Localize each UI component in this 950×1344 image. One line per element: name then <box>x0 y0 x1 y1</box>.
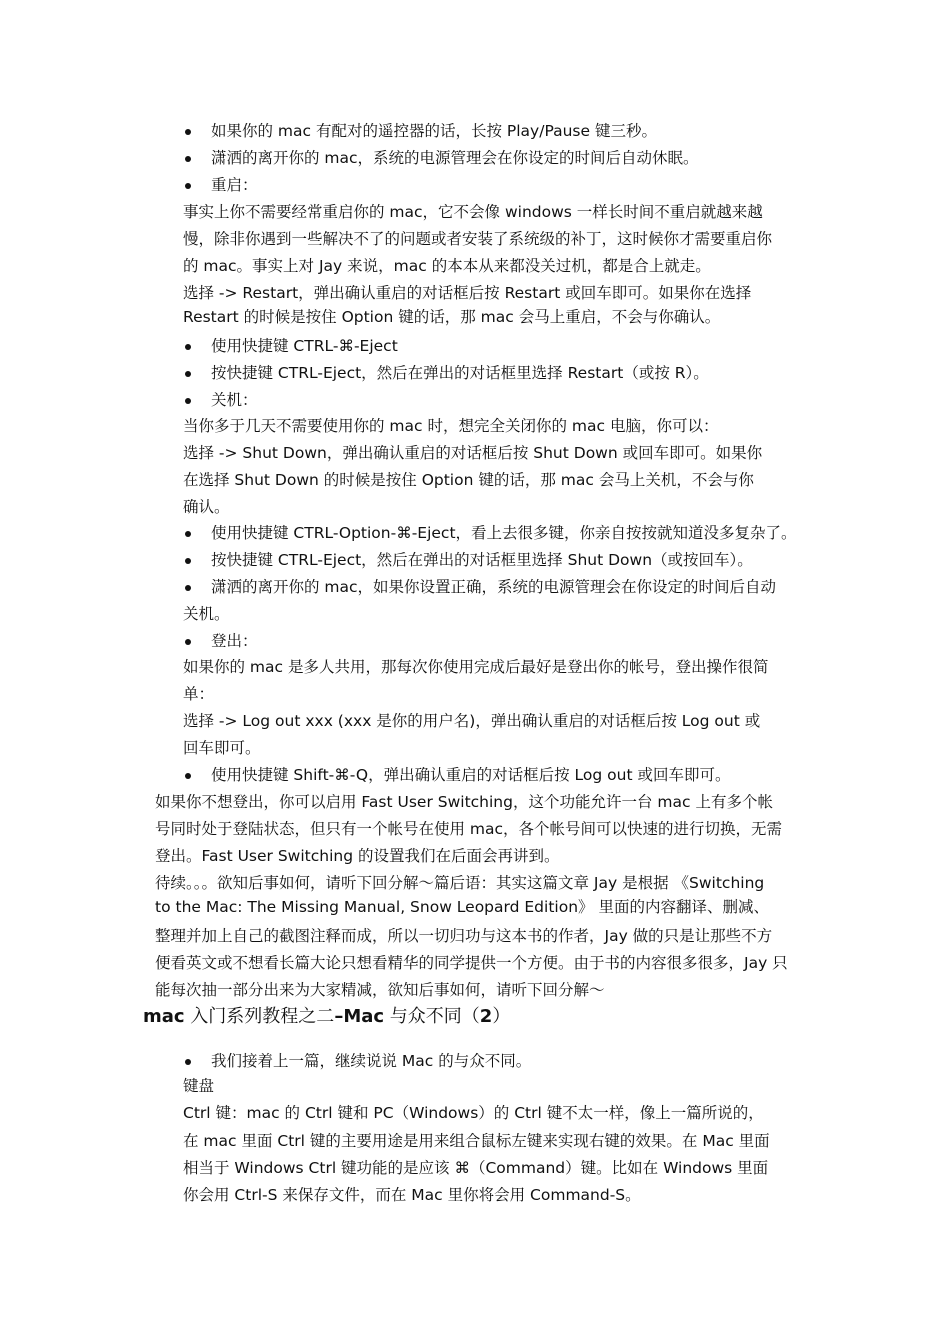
paragraph-line: 整理并加上自己的截图注释而成，所以一切归功与这本书的作者，Jay 做的只是让那些不方 <box>155 927 773 945</box>
bullet-dot <box>185 639 191 645</box>
paragraph-line: 号同时处于登陆状态，但只有一个帐号在使用 mac，各个帐号间可以快速的进行切换，无需 <box>155 820 783 838</box>
list-item: 按快捷键 CTRL-Eject，然后在弹出的对话框里选择 Restart（或按 R）。 <box>211 364 709 382</box>
bullet-dot <box>185 585 191 591</box>
keyboard-label: 键盘 <box>183 1077 215 1095</box>
paragraph-line: Ctrl 键：mac 的 Ctrl 键和 PC（Windows）的 Ctrl 键不太一样，像上一篇所说的， <box>183 1104 764 1122</box>
paragraph-line: 登出。Fast User Switching 的设置我们在后面会再讲到。 <box>155 847 560 865</box>
heading-part: –Mac <box>334 1006 385 1027</box>
paragraph-line: 在选择 Shut Down 的时候是按住 Option 键的话，那 mac 会马上关机，不会与你 <box>183 471 754 489</box>
paragraph-line: 事实上你不需要经常重启你的 mac，它不会像 windows 一样长时间不重启就越来越 <box>183 203 763 221</box>
paragraph-line: 如果你的 mac 是多人共用，那每次你使用完成后最好是登出你的帐号，登出操作很简 <box>183 658 769 676</box>
bullet-dot <box>185 398 191 404</box>
heading-part: 入门系列教程之二 <box>184 1006 335 1027</box>
list-item: 我们接着上一篇，继续说说 Mac 的与众不同。 <box>211 1052 532 1070</box>
list-item: 登出： <box>211 632 258 650</box>
bullet-dot <box>185 183 191 189</box>
heading-part: 与众不同（ <box>384 1006 480 1027</box>
list-item-continuation: 关机。 <box>183 605 230 623</box>
bullet-dot <box>185 558 191 564</box>
bullet-dot <box>185 773 191 779</box>
paragraph-line: 你会用 Ctrl-S 来保存文件，而在 Mac 里你将会用 Command-S。 <box>183 1186 641 1204</box>
paragraph-line: 的 mac。事实上对 Jay 来说，mac 的本本从来都没关过机，都是合上就走。 <box>183 257 711 275</box>
paragraph-line: 选择 -> Log out xxx (xxx 是你的用户名)，弹出确认重启的对话框后按 Log out 或 <box>183 712 761 730</box>
list-item: 重启： <box>211 176 258 194</box>
bullet-dot <box>185 129 191 135</box>
paragraph-line: 选择 -> Restart，弹出确认重启的对话框后按 Restart 或回车即可。如果你在选择 <box>183 284 752 302</box>
paragraph-line: 慢，除非你遇到一些解决不了的问题或者安装了系统级的补丁，这时候你才需要重启你 <box>183 230 773 248</box>
bullet-dot <box>185 344 191 350</box>
list-item: 潇洒的离开你的 mac，系统的电源管理会在你设定的时间后自动休眠。 <box>211 149 699 167</box>
heading-part: ） <box>492 1006 511 1027</box>
list-item: 关机： <box>211 391 258 409</box>
bullet-dot <box>185 1059 191 1065</box>
paragraph-line: 选择 -> Shut Down，弹出确认重启的对话框后按 Shut Down 或回车即可。如果你 <box>183 444 763 462</box>
paragraph-line: 单： <box>183 685 215 703</box>
section-heading <box>143 1005 510 1029</box>
paragraph-line: 便看英文或不想看长篇大论只想看精华的同学提供一个方便。由于书的内容很多很多，Jay 只 <box>155 954 788 972</box>
bullet-dot <box>185 156 191 162</box>
paragraph-line: 待续。。。欲知后事如何，请听下回分解～篇后语：其实这篇文章 Jay 是根据 《Switching <box>155 874 765 892</box>
list-item: 按快捷键 CTRL-Eject，然后在弹出的对话框里选择 Shut Down（或按回车）。 <box>211 551 753 569</box>
list-item: 潇洒的离开你的 mac，如果你设置正确，系统的电源管理会在你设定的时间后自动 <box>211 578 777 596</box>
paragraph-line: 在 mac 里面 Ctrl 键的主要用途是用来组合鼠标左键来实现右键的效果。在 Mac 里面 <box>183 1132 770 1150</box>
heading-part: mac <box>143 1006 185 1027</box>
paragraph-line: 确认。 <box>183 498 230 516</box>
list-item: 如果你的 mac 有配对的遥控器的话，长按 Play/Pause 键三秒。 <box>211 122 657 140</box>
list-item: 使用快捷键 CTRL-⌘-Eject <box>211 337 398 355</box>
paragraph-line: 能每次抽一部分出来为大家精减，欲知后事如何，请听下回分解～ <box>155 981 605 999</box>
list-item: 使用快捷键 CTRL-Option-⌘-Eject，看上去很多键，你亲自按按就知道没多复杂了。 <box>211 524 797 542</box>
paragraph-line: 回车即可。 <box>183 739 261 757</box>
paragraph-line: Restart 的时候是按住 Option 键的话，那 mac 会马上重启，不会与你确认。 <box>183 308 721 326</box>
bullet-dot <box>185 531 191 537</box>
paragraph-line: 当你多于几天不需要使用你的 mac 时，想完全关闭你的 mac 电脑，你可以： <box>183 417 719 435</box>
paragraph-line: to the Mac: The Missing Manual, Snow Leopard Edition》 里面的内容翻译、删减、 <box>155 898 769 916</box>
bullet-dot <box>185 371 191 377</box>
list-item: 使用快捷键 Shift-⌘-Q，弹出确认重启的对话框后按 Log out 或回车即可。 <box>211 766 731 784</box>
paragraph-line: 如果你不想登出，你可以启用 Fast User Switching，这个功能允许一台 mac 上有多个帐 <box>155 793 773 811</box>
heading-part: 2 <box>479 1006 493 1027</box>
paragraph-line: 相当于 Windows Ctrl 键功能的是应该 ⌘（Command）键。比如在 Windows 里面 <box>183 1159 769 1177</box>
